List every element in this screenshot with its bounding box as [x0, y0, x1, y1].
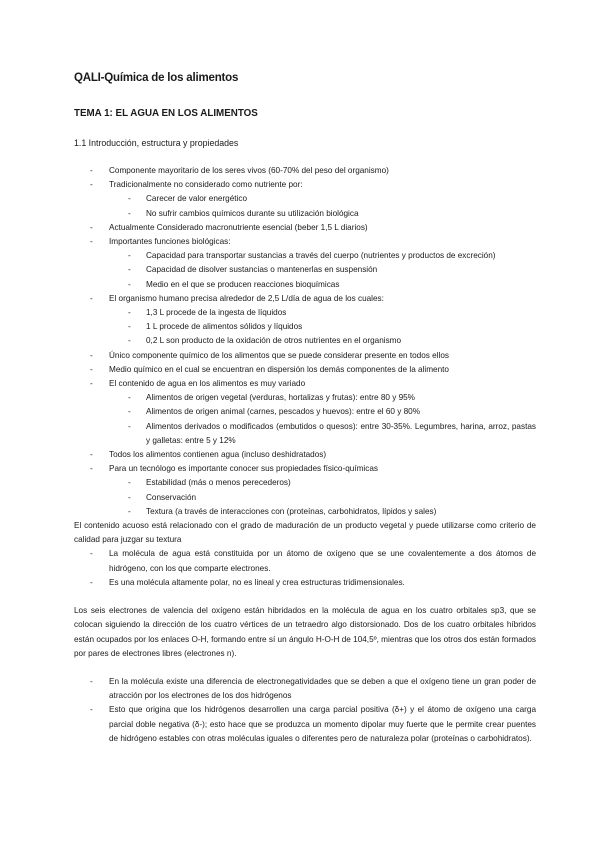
bullet-marker: - [128, 421, 131, 431]
sub-bullet-item [74, 192, 536, 206]
bullet-item [74, 221, 536, 235]
document-title: QALI-Química de los alimentos [74, 72, 239, 84]
item-text: Tradicionalmente no considerado como nutriente por: [109, 180, 303, 190]
bullet-marker: - [128, 208, 131, 218]
bullet-marker: - [90, 379, 93, 389]
sub-bullet-item [74, 263, 536, 277]
bullet-marker: - [90, 222, 93, 232]
sub-bullet-item [74, 278, 536, 292]
bullet-marker: - [128, 308, 131, 318]
bullet-item [74, 377, 536, 391]
item-text: 1 L procede de alimentos sólidos y líquidos [146, 322, 303, 332]
bullet-item [74, 363, 536, 377]
bullet-marker: - [128, 336, 131, 346]
paragraph [74, 519, 536, 547]
bullet-marker: - [90, 577, 93, 587]
item-text: Carecer de valor energético [146, 194, 248, 204]
sub-bullet-item [74, 476, 536, 490]
bullet-marker: - [128, 492, 131, 502]
item-text: En la molécula existe una diferencia de electronegatividades que se deben a que el oxígeno tiene un gran poder de atracción por los electrones de los dos hidrógenos [109, 676, 536, 701]
sub-bullet-item [74, 306, 536, 320]
bullet-marker: - [90, 293, 93, 303]
item-text: Es una molécula altamente polar, no es lineal y crea estructuras tridimensionales. [109, 577, 405, 587]
bullet-marker: - [90, 705, 93, 715]
bullet-marker: - [90, 166, 93, 175]
sub-bullet-item [74, 249, 536, 263]
bullet-marker: - [90, 350, 93, 360]
item-text: Los seis electrones de valencia del oxígeno están hibridados en la molécula de agua en los cuatro orbitales sp3, que se colocan siguiendo la dirección de los cuatro vértices de un tetraedro algo distorsionado. Dos de los cuatro orbitales híbridos están ocupados por los enlaces O-H, formando entre sí un ángulo H-O-H de 104,5º, mientras que los otros dos están formados por pares de electrones libres (electrones n). [74, 606, 536, 658]
sub-bullet-item [74, 334, 536, 348]
bullet-marker: - [128, 393, 131, 403]
bullet-item [74, 235, 536, 249]
item-text: Medio químico en el cual se encuentran en dispersión los demás componentes de la alimento [109, 364, 449, 374]
item-text: Componente mayoritario de los seres vivos (60-70% del peso del organismo) [109, 166, 389, 175]
item-text: Todos los alimentos contienen agua (incluso deshidratados) [109, 450, 327, 460]
sub-bullet-item [74, 420, 536, 448]
item-text: Alimentos derivados o modificados (embutidos o quesos): entre 30-35%. Legumbres, harina, arroz, pastas y galletas: entre 5 y 12% [146, 421, 536, 445]
item-text: Estabilidad (más o menos perecederos) [146, 478, 291, 488]
paragraph [74, 604, 536, 661]
bullet-marker: - [90, 676, 93, 686]
sub-bullet-item [74, 505, 536, 519]
bullet-marker: - [128, 407, 131, 417]
item-text: El organismo humano precisa alrededor de 2,5 L/día de agua de los cuales: [109, 293, 384, 303]
item-text: El contenido de agua en los alimentos es muy variado [109, 379, 306, 389]
sub-bullet-item [74, 491, 536, 505]
chapter-heading: TEMA 1: EL AGUA EN LOS ALIMENTOS [74, 108, 258, 119]
bullet-marker: - [128, 279, 131, 289]
section-heading: 1.1 Introducción, estructura y propiedades [74, 138, 239, 148]
bullet-marker: - [128, 265, 131, 275]
item-text: Capacidad de disolver sustancias o mantenerlas en suspensión [146, 265, 378, 275]
item-text: Actualmente Considerado macronutriente esencial (beber 1,5 L diarios) [109, 222, 368, 232]
sub-bullet-item [74, 405, 536, 419]
item-text: Para un tecnólogo es importante conocer sus propiedades físico-químicas [109, 464, 378, 474]
item-text: Alimentos de origen vegetal (verduras, hortalizas y frutas): entre 80 y 95% [146, 393, 415, 403]
bullet-item [74, 547, 536, 575]
paragraph-spacer [74, 590, 536, 604]
sub-bullet-item [74, 207, 536, 221]
bullet-marker: - [128, 194, 131, 204]
document-body [74, 164, 536, 746]
sub-bullet-item [74, 391, 536, 405]
bullet-item [74, 576, 536, 590]
bullet-item [74, 349, 536, 363]
bullet-item [74, 178, 536, 192]
item-text: Alimentos de origen animal (carnes, pescados y huevos): entre el 60 y 80% [146, 407, 420, 417]
paragraph-spacer [74, 661, 536, 675]
bullet-item [74, 292, 536, 306]
bullet-marker: - [128, 478, 131, 488]
bullet-marker: - [90, 364, 93, 374]
bullet-marker: - [128, 506, 131, 516]
item-text: Esto que origina que los hidrógenos desarrollen una carga parcial positiva (δ+) y el átomo de oxígeno una carga parcial doble negativa (δ-); esto hace que se produzca un momento dipolar muy fuerte que le permite crear puentes de hidrógeno estables con otras moléculas iguales o diferentes pero de naturaleza polar (proteínas o carbohidratos). [109, 705, 536, 743]
item-text: 1,3 L procede de la ingesta de líquidos [146, 308, 287, 318]
item-text: Textura (a través de interacciones con (proteínas, carbohidratos, lípidos y sales) [146, 506, 437, 516]
bullet-marker: - [128, 251, 131, 261]
item-text: No sufrir cambios químicos durante su utilización biológica [146, 208, 359, 218]
bullet-item [74, 703, 536, 746]
bullet-marker: - [90, 464, 93, 474]
item-text: Conservación [146, 492, 197, 502]
item-text: Importantes funciones biológicas: [109, 237, 231, 247]
item-text: 0,2 L son producto de la oxidación de otros nutrientes en el organismo [146, 336, 402, 346]
bullet-marker: - [128, 322, 131, 332]
bullet-marker: - [90, 549, 93, 559]
item-text: Capacidad para transportar sustancias a través del cuerpo (nutrientes y productos de excreción) [146, 251, 496, 261]
item-text: El contenido acuoso está relacionado con el grado de maduración de un producto vegetal y puede utilizarse como criterio de calidad para juzgar su textura [74, 521, 536, 545]
bullet-item [74, 164, 536, 178]
bullet-marker: - [90, 450, 93, 460]
item-text: La molécula de agua está constituida por un átomo de oxígeno que se une covalentemente a dos átomos de hidrógeno, con los que comparte electrones. [109, 549, 536, 573]
sub-bullet-item [74, 320, 536, 334]
item-text: Único componente químico de los alimentos que se puede considerar presente en todos ellos [109, 350, 449, 360]
bullet-marker: - [90, 180, 93, 190]
bullet-marker: - [90, 237, 93, 247]
bullet-item [74, 448, 536, 462]
item-text: Medio en el que se producen reacciones bioquímicas [146, 279, 340, 289]
bullet-item [74, 675, 536, 703]
bullet-item [74, 462, 536, 476]
